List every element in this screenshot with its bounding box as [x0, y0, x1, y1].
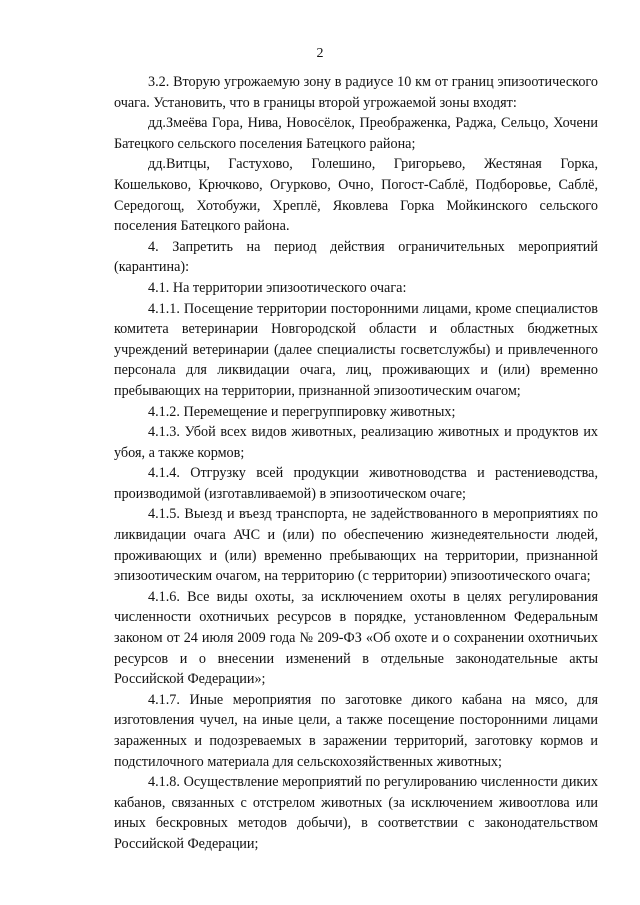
- paragraph-4-1-2: 4.1.2. Перемещение и перегруппировку животных;: [148, 403, 456, 420]
- paragraph-villages-moikinsky: дд.Витцы, Гастухово, Голешино, Григорьево, Жестяная Горка, Кошельково, Крючково, Огурково, Очно, Погост-Саблё, Подборовье, Саблё, Середогощ, Хотобужи, Хреплё, Яковлева Горка Мойкинского сельского поселения Батецкого района.: [114, 156, 598, 235]
- paragraph-4-1-4: 4.1.4. Отгрузку всей продукции животноводства и растениеводства, производимой (изготавливаемой) в эпизоотическом очаге;: [114, 465, 598, 502]
- paragraph-3-2: 3.2. Вторую угрожаемую зону в радиусе 10 км от границ эпизоотического очага. Установить, что в границы второй угрожаемой зоны входят:: [114, 74, 598, 111]
- paragraph-4-1-7: 4.1.7. Иные мероприятия по заготовке дикого кабана на мясо, для изготовления чучел, на иные цели, а также посещение посторонними лицами зараженных и подозреваемых в заражении территорий, заготовку кормов и подстилочного материала для сельскохозяйственных животных;: [114, 691, 598, 770]
- document-body: [114, 72, 598, 855]
- paragraph-4-1-6: 4.1.6. Все виды охоты, за исключением охоты в целях регулирования численности охотничьих ресурсов в порядке, установленном Федеральным законом от 24 июля 2009 года № 209-ФЗ «Об охоте и о сохранении охотничьих ресурсов и о внесении изменений в отдельные законодательные акты Российской Федерации»;: [114, 588, 598, 688]
- page-number: 2: [316, 46, 324, 61]
- paragraph-4-1-8: 4.1.8. Осуществление мероприятий по регулированию численности диких кабанов, связанных с отстрелом животных (за исключением живоотлова или иных бескровных методов добычи), в соответствии с законодательством Российской Федерации;: [114, 774, 598, 852]
- paragraph-4-1-3: 4.1.3. Убой всех видов животных, реализацию животных и продуктов их убоя, а также кормов;: [114, 424, 598, 461]
- paragraph-4-1: 4.1. На территории эпизоотического очага:: [148, 279, 407, 296]
- paragraph-4-1-1: 4.1.1. Посещение территории посторонними лицами, кроме специалистов комитета ветеринарии Новгородской области и областных бюджетных учреждений ветеринарии (далее специалисты госветслужбы) и привлеченного персонала для ликвидации очага, лиц, проживающих и (или) временно пребывающих на территории, признанной эпизоотическим очагом;: [114, 300, 598, 399]
- paragraph-4: 4. Запретить на период действия ограничительных мероприятий (карантина):: [114, 238, 598, 276]
- paragraph-villages-batetsky: дд.Змеёва Гора, Нива, Новосёлок, Преображенка, Раджа, Сельцо, Хочени Батецкого сельского поселения Батецкого района;: [114, 115, 598, 152]
- paragraph-4-1-5: 4.1.5. Выезд и въезд транспорта, не задействованного в мероприятиях по ликвидации очага АЧС и (или) по обеспечению жизнедеятельности людей, проживающих и (или) временно пребывающих на территории, признанной эпизоотическим очагом, на территорию (с территории) эпизоотического очага;: [114, 506, 598, 585]
